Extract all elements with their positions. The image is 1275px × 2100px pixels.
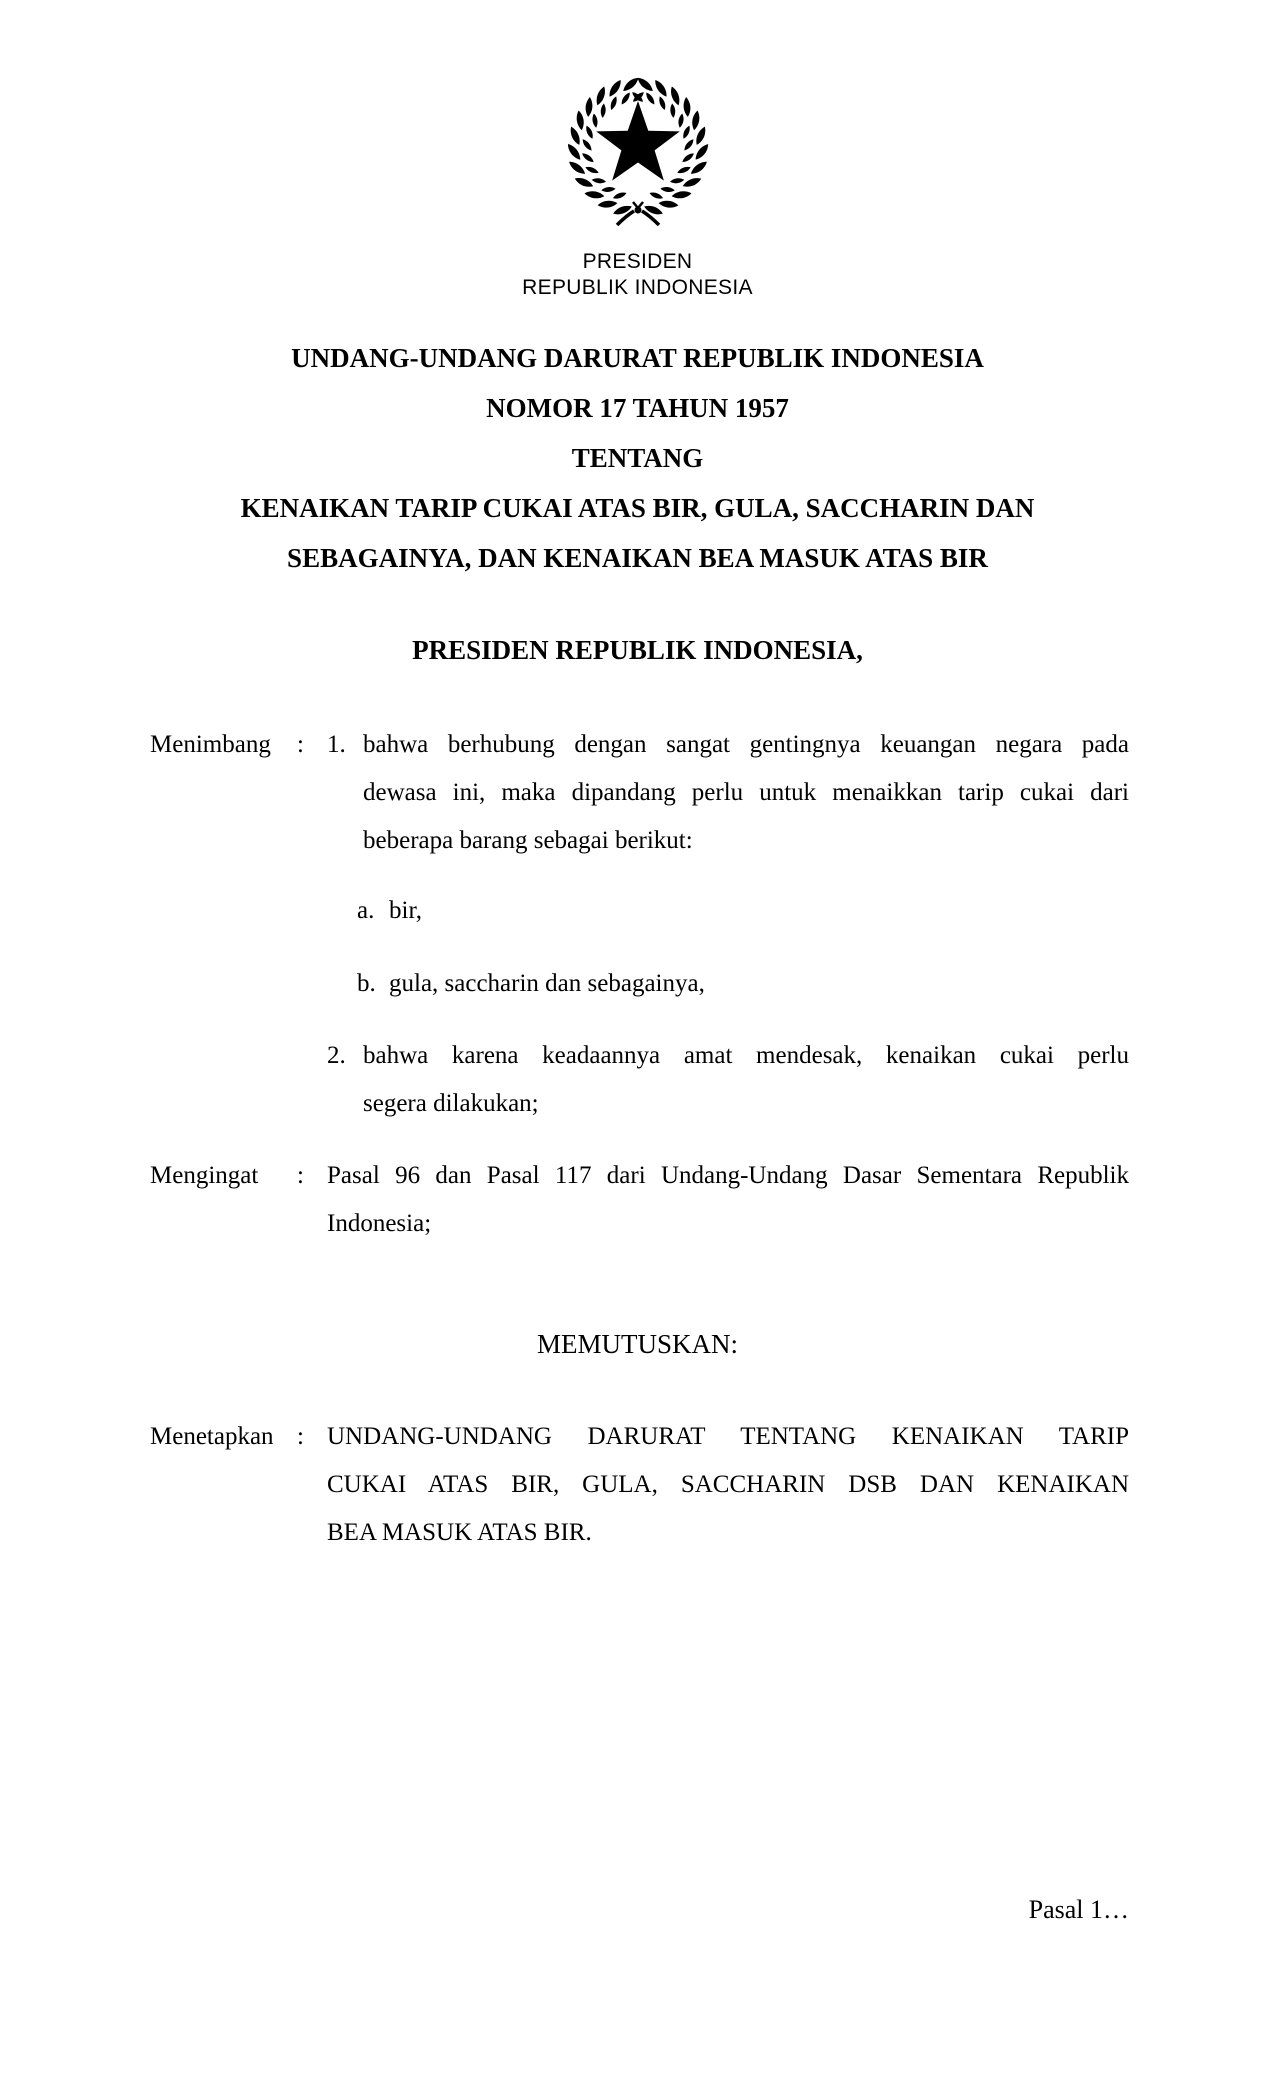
item-number: 2. <box>327 1042 346 1069</box>
opening-line: PRESIDEN REPUBLIK INDONESIA, <box>412 635 863 665</box>
clause-label: Mengingat <box>150 1162 259 1189</box>
clause-colon: : <box>297 1423 304 1450</box>
title-line-3: TENTANG <box>571 443 704 473</box>
item-text <box>363 1032 1129 1128</box>
title-line-2: NOMOR 17 TAHUN 1957 <box>486 393 789 423</box>
item-line: dewasa ini, maka dipandang perlu untuk menaikkan tarip cukai dari <box>363 779 1129 806</box>
item-line: bahwa karena keadaannya amat mendesak, kenaikan cukai perlu <box>363 1042 1129 1069</box>
title-line-5: SEBAGAINYA, DAN KENAIKAN BEA MASUK ATAS BIR <box>287 543 988 573</box>
star-wreath-seal-icon <box>560 70 716 226</box>
subitem-text: gula, saccharin dan sebagainya, <box>389 970 705 997</box>
title-line-1: UNDANG-UNDANG DARURAT REPUBLIK INDONESIA <box>291 343 984 373</box>
page-continuation: Pasal 1… <box>1028 1895 1129 1924</box>
consideration-item-1 <box>327 721 1129 865</box>
ribbon-bow-icon <box>617 202 659 225</box>
clause-colon: : <box>297 731 304 758</box>
clause-menimbang <box>0 721 1275 1128</box>
clause-content <box>327 1413 1129 1557</box>
star-icon <box>596 101 680 181</box>
clause-content <box>327 721 1129 1128</box>
seal-caption <box>0 249 1275 301</box>
consideration-item-2 <box>327 1032 1129 1128</box>
clause-menetapkan <box>0 1413 1275 1557</box>
clause-line: CUKAI ATAS BIR, GULA, SACCHARIN DSB DAN KENAIKAN <box>327 1471 1129 1498</box>
presidential-seal <box>0 70 1275 233</box>
subitem-text: bir, <box>389 897 423 924</box>
title-line-4: KENAIKAN TARIP CUKAI ATAS BIR, GULA, SACCHARIN DAN <box>240 493 1035 523</box>
item-line: bahwa berhubung dengan sangat gentingnya keuangan negara pada <box>363 731 1129 758</box>
clause-content <box>327 1152 1129 1248</box>
item-text <box>363 721 1129 865</box>
consideration-subitem-b <box>357 960 1129 1008</box>
item-number: 1. <box>327 731 346 758</box>
subitem-letter: a. <box>357 897 375 924</box>
consideration-subitem-a <box>357 887 1129 935</box>
clause-label: Menimbang <box>150 731 271 758</box>
clause-mengingat <box>0 1152 1275 1248</box>
clause-line: Indonesia; <box>327 1210 432 1237</box>
clause-line: BEA MASUK ATAS BIR. <box>327 1519 592 1546</box>
item-line: segera dilakukan; <box>363 1090 539 1117</box>
clause-line: UNDANG-UNDANG DARURAT TENTANG KENAIKAN TARIP <box>327 1423 1129 1450</box>
document-title <box>0 333 1275 583</box>
seal-caption-line2: REPUBLIK INDONESIA <box>522 276 753 299</box>
item-line: beberapa barang sebagai berikut: <box>363 827 693 854</box>
clause-colon: : <box>297 1162 304 1189</box>
decision-heading: MEMUTUSKAN: <box>536 1329 738 1359</box>
seal-caption-line1: PRESIDEN <box>582 250 693 273</box>
clause-line: Pasal 96 dan Pasal 117 dari Undang-Undang Dasar Sementara Republik <box>327 1162 1129 1189</box>
subitem-letter: b. <box>357 970 376 997</box>
clause-label: Menetapkan <box>150 1423 274 1450</box>
